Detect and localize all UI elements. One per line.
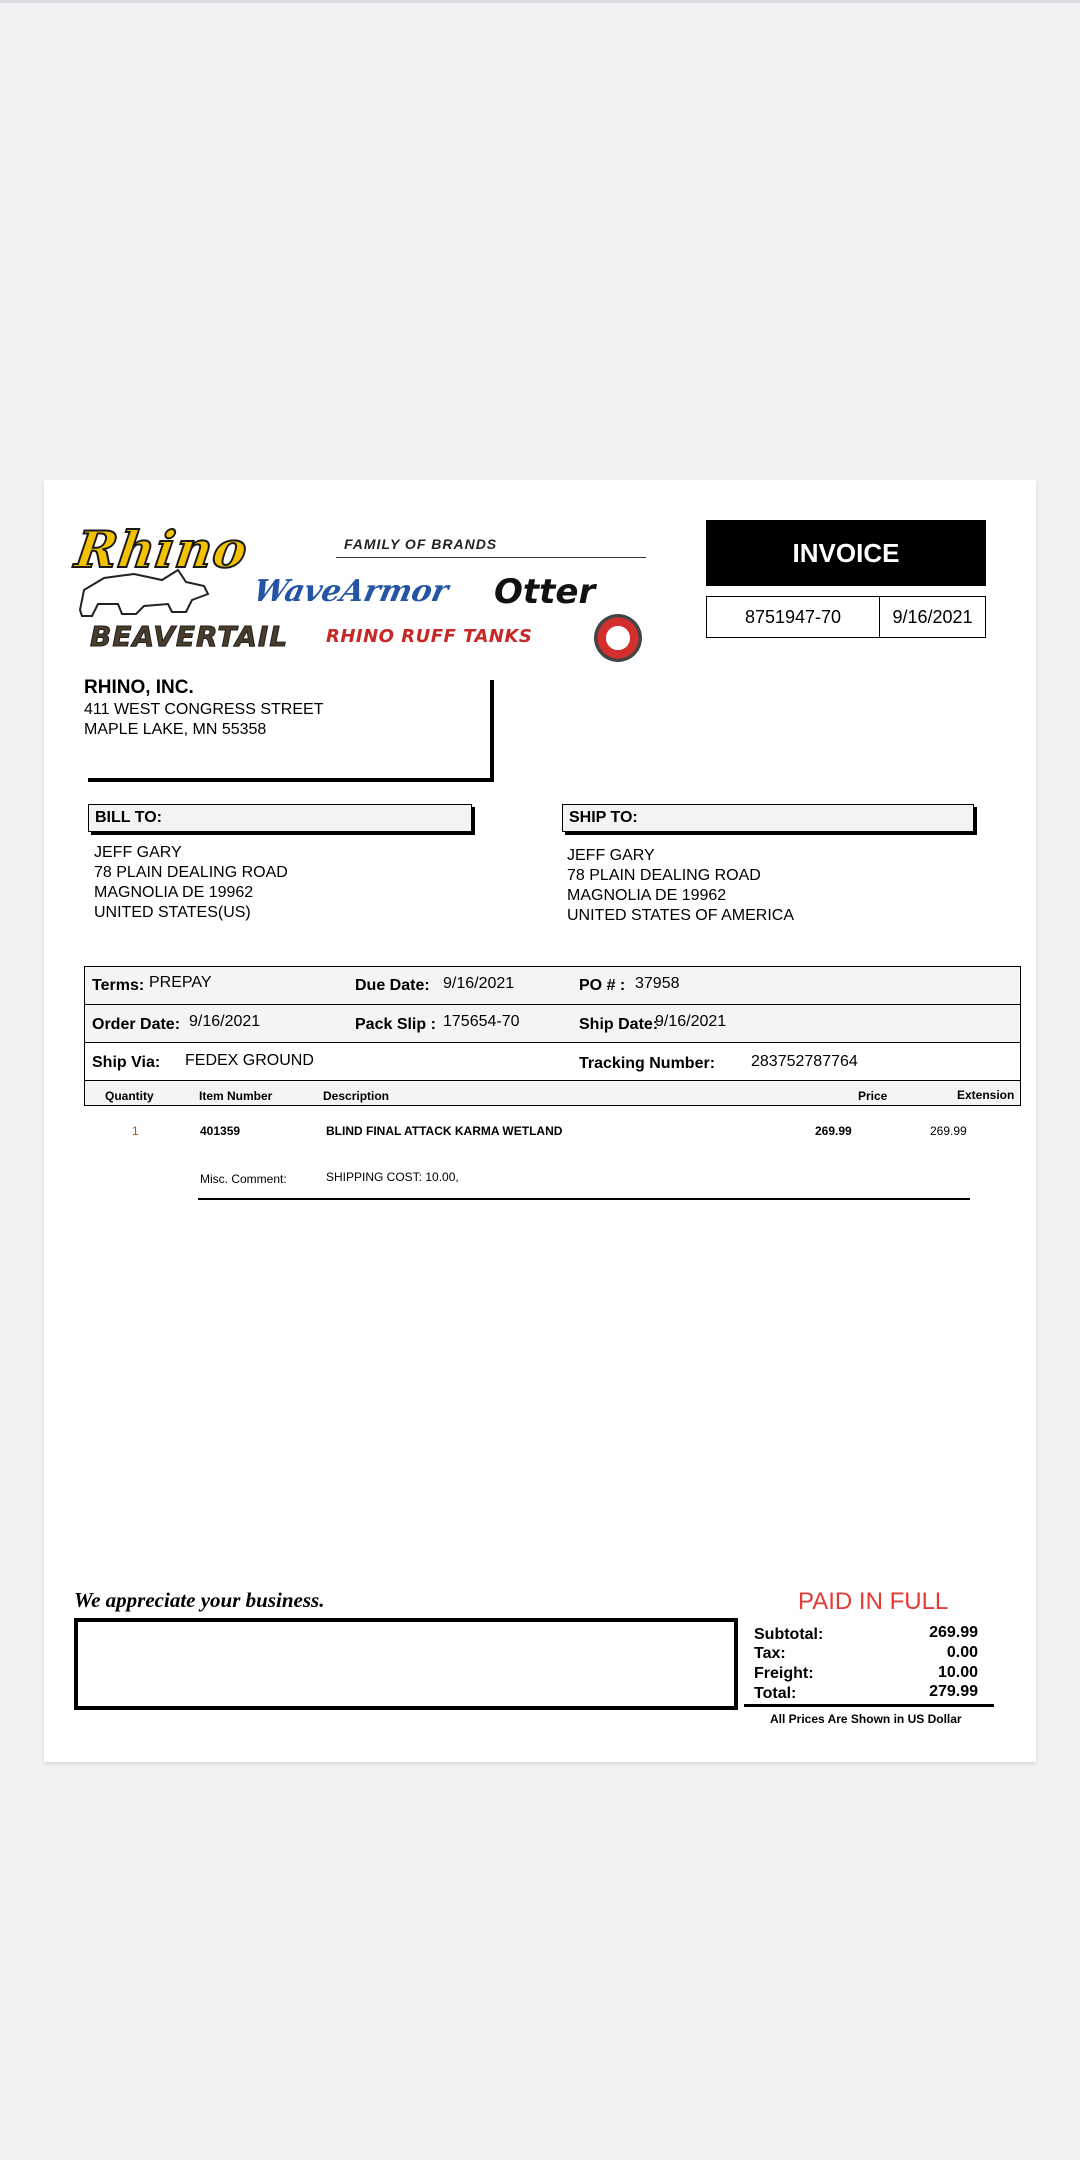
order-info-table: [84, 966, 1021, 1106]
terms-value: PREPAY: [149, 974, 212, 991]
wave-armor-logo: WaveArmor: [250, 574, 452, 609]
col-price: Price: [858, 1089, 888, 1103]
tax-label: Tax:: [754, 1645, 786, 1662]
from-company: RHINO, INC.: [84, 677, 194, 698]
ship-via-label: Ship Via:: [92, 1054, 161, 1071]
beavertail-logo: BEAVERTAIL: [90, 620, 289, 653]
rhino-animal-icon: [74, 560, 214, 620]
invoice-number-box: [706, 596, 986, 638]
col-extension: Extension: [957, 1088, 1015, 1102]
po-value: 37958: [635, 975, 680, 992]
item-extension: 269.99: [930, 1124, 967, 1138]
col-description: Description: [323, 1089, 390, 1103]
rhino-logo-text: Rhino: [71, 520, 252, 579]
from-address: [84, 676, 323, 740]
pack-slip-label: Pack Slip :: [355, 1016, 436, 1033]
ship-to-line3: UNITED STATES OF AMERICA: [567, 907, 794, 924]
po-label: PO # :: [579, 977, 626, 994]
item-quantity: 1: [132, 1124, 139, 1138]
ship-date-value: 9/16/2021: [655, 1013, 727, 1030]
from-line2: MAPLE LAKE, MN 55358: [84, 721, 267, 738]
comment-box: [74, 1618, 738, 1710]
tax-value: 0.00: [946, 1644, 978, 1661]
item-divider: [198, 1198, 970, 1200]
invoice-title: INVOICE: [706, 520, 986, 586]
brand-logo: [71, 516, 654, 666]
paid-in-full-stamp: PAID IN FULL: [798, 1588, 949, 1615]
total-label: Total:: [754, 1685, 797, 1702]
ship-to-line1: 78 PLAIN DEALING ROAD: [567, 867, 761, 884]
misc-comment-value: SHIPPING COST: 10.00,: [326, 1170, 459, 1184]
top-edge: [0, 0, 1080, 3]
order-date-value: 9/16/2021: [189, 1013, 261, 1030]
total-value: 279.99: [929, 1683, 978, 1700]
due-date-label: Due Date:: [355, 977, 430, 994]
terms-label: Terms:: [92, 977, 145, 994]
ship-to-label: SHIP TO:: [569, 809, 638, 826]
freight-value: 10.00: [937, 1664, 978, 1681]
freight-label: Freight:: [754, 1665, 814, 1682]
ship-to-line2: MAGNOLIA DE 19962: [567, 887, 727, 904]
tracking-label: Tracking Number:: [579, 1055, 716, 1072]
thank-you-message: We appreciate your business.: [74, 1588, 325, 1612]
invoice-date: 9/16/2021: [892, 606, 973, 627]
ship-via-value: FEDEX GROUND: [185, 1052, 314, 1069]
currency-note: All Prices Are Shown in US Dollar: [770, 1712, 962, 1726]
subtotal-label: Subtotal:: [754, 1626, 824, 1643]
col-quantity: Quantity: [105, 1089, 154, 1103]
invoice-page: [44, 480, 1036, 1762]
logo-tagline: FAMILY OF BRANDS: [344, 536, 498, 552]
order-date-label: Order Date:: [92, 1016, 181, 1033]
from-line1: 411 WEST CONGRESS STREET: [84, 701, 324, 718]
dates-row: [85, 1005, 1020, 1043]
american-badge-icon: [594, 614, 642, 662]
shipping-row: [85, 1043, 1020, 1081]
bill-to-header: [88, 804, 472, 832]
column-header-row: [85, 1081, 1020, 1105]
ruff-tanks-logo: RHINO RUFF TANKS: [326, 626, 533, 647]
bill-to-address: [94, 843, 288, 923]
item-description: BLIND FINAL ATTACK KARMA WETLAND: [326, 1124, 563, 1138]
ship-to-name: JEFF GARY: [567, 847, 655, 864]
ship-to-address: [567, 846, 794, 926]
terms-row: [85, 967, 1020, 1005]
bill-to-line1: 78 PLAIN DEALING ROAD: [94, 864, 288, 881]
col-item-number: Item Number: [199, 1089, 273, 1103]
totals-underline: [744, 1704, 994, 1707]
due-date-value: 9/16/2021: [443, 975, 515, 992]
ship-date-label: Ship Date:: [579, 1016, 659, 1033]
invoice-number: 8751947-70: [707, 597, 880, 637]
bill-to-label: BILL TO:: [95, 809, 162, 826]
bill-to-line2: MAGNOLIA DE 19962: [94, 884, 254, 901]
item-number: 401359: [200, 1124, 241, 1138]
otter-logo: Otter: [494, 572, 596, 612]
bill-to-name: JEFF GARY: [94, 844, 182, 861]
pack-slip-value: 175654-70: [443, 1013, 520, 1030]
logo-divider: [336, 557, 646, 558]
misc-comment-label: Misc. Comment:: [200, 1172, 287, 1186]
ship-to-header: [562, 804, 974, 832]
bill-to-line3: UNITED STATES(US): [94, 904, 251, 921]
tracking-value: 283752787764: [751, 1053, 858, 1070]
subtotal-value: 269.99: [929, 1624, 978, 1641]
item-price: 269.99: [815, 1124, 852, 1138]
